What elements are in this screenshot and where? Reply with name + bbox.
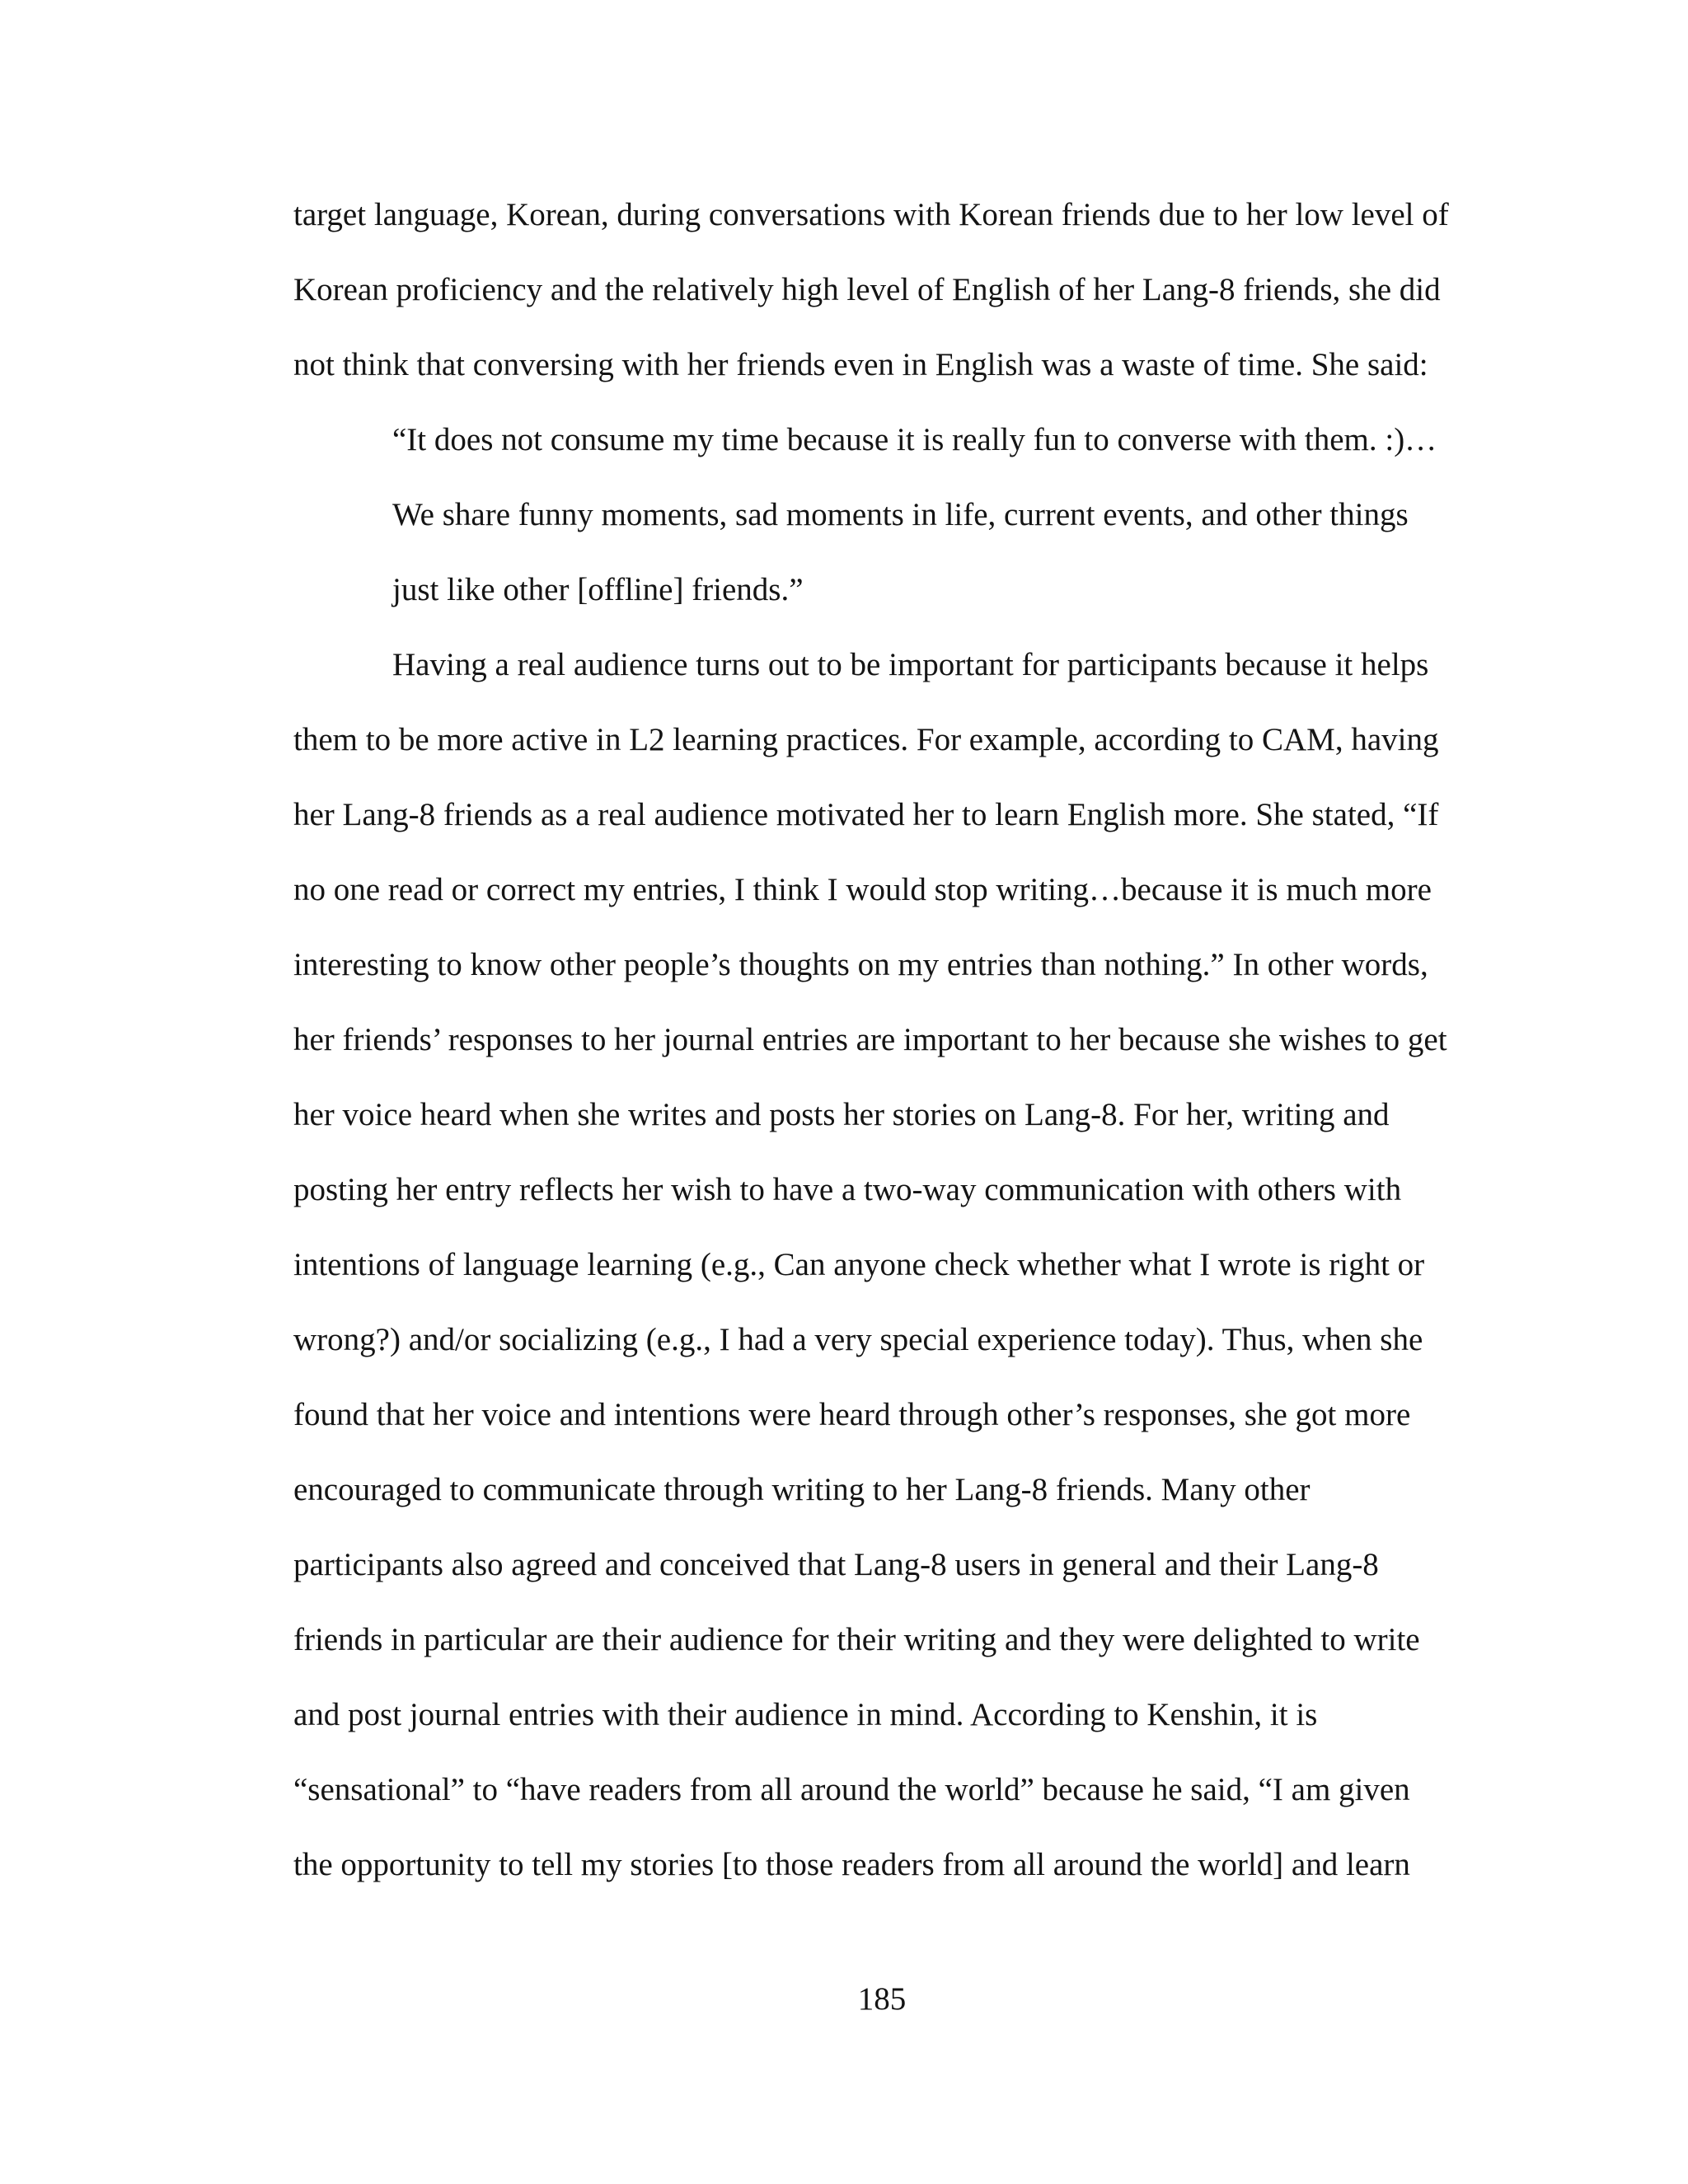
- body-text-line: participants also agreed and conceived that Lang-8 users in general and their Lang-8: [293, 1547, 1379, 1582]
- body-text-line: interesting to know other people’s thoughts on my entries than nothing.” In other words,: [293, 947, 1428, 982]
- body-text-line: and post journal entries with their audience in mind. According to Kenshin, it is: [293, 1697, 1318, 1732]
- body-text-line: friends in particular are their audience for their writing and they were delighted to write: [293, 1622, 1420, 1657]
- body-text-line: found that her voice and intentions were heard through other’s responses, she got more: [293, 1397, 1411, 1432]
- paragraph-first-line: Having a real audience turns out to be important for participants because it helps: [392, 647, 1429, 682]
- body-text-line: “sensational” to “have readers from all around the world” because he said, “I am given: [293, 1772, 1410, 1807]
- body-text-line: target language, Korean, during conversations with Korean friends due to her low level of: [293, 197, 1449, 232]
- body-text-line: intentions of language learning (e.g., Can anyone check whether what I wrote is right or: [293, 1247, 1425, 1282]
- page-number: 185: [857, 1981, 907, 2017]
- block-quote-line: We share funny moments, sad moments in life, current events, and other things: [392, 497, 1409, 532]
- body-text-line: her voice heard when she writes and posts her stories on Lang-8. For her, writing and: [293, 1097, 1390, 1132]
- body-text-line: Korean proficiency and the relatively high level of English of her Lang-8 friends, she did: [293, 272, 1441, 307]
- body-text-line: them to be more active in L2 learning practices. For example, according to CAM, having: [293, 722, 1439, 757]
- body-text-line: the opportunity to tell my stories [to those readers from all around the world] and learn: [293, 1847, 1410, 1882]
- body-text-line: no one read or correct my entries, I think I would stop writing…because it is much more: [293, 872, 1432, 907]
- body-text-line: wrong?) and/or socializing (e.g., I had a very special experience today). Thus, when she: [293, 1322, 1423, 1357]
- body-text-line: not think that conversing with her friends even in English was a waste of time. She said:: [293, 347, 1428, 382]
- body-text-line: her Lang-8 friends as a real audience motivated her to learn English more. She stated, “If: [293, 797, 1439, 832]
- body-text-line: posting her entry reflects her wish to have a two-way communication with others with: [293, 1172, 1402, 1207]
- body-text-line: her friends’ responses to her journal entries are important to her because she wishes to get: [293, 1022, 1447, 1057]
- block-quote-line: “It does not consume my time because it is really fun to converse with them. :)…: [392, 422, 1437, 457]
- block-quote-line: just like other [offline] friends.”: [392, 572, 804, 607]
- body-text-line: encouraged to communicate through writing to her Lang-8 friends. Many other: [293, 1472, 1311, 1507]
